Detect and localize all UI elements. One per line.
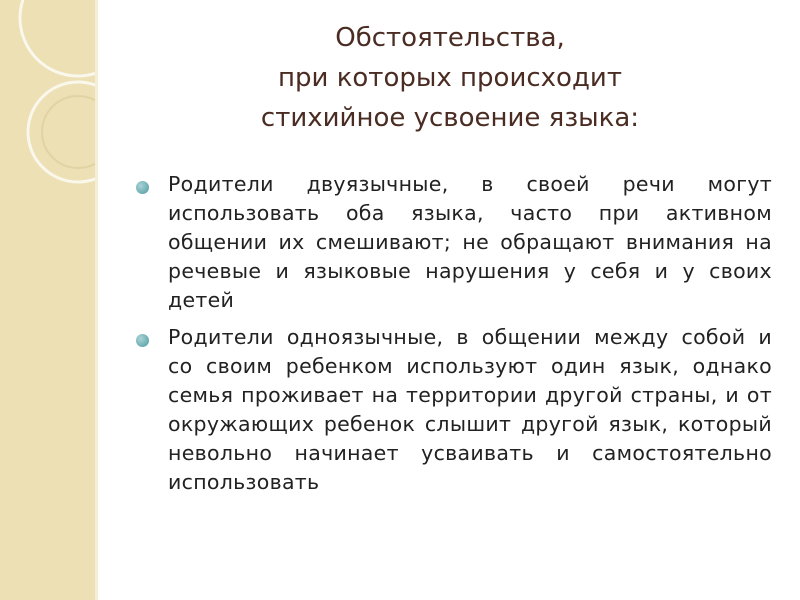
decorative-rings	[0, 0, 95, 600]
decorative-side-band	[0, 0, 95, 600]
bullet-dot-icon	[136, 181, 149, 194]
bullet-text: Родители одноязычные, в общении между собой и со своим ребенком используют один язык, однако семья проживает на территории другой страны, и от окружающих ребенок слышит другой язык, который невольно начинает усваивать и самостоятельно использовать	[168, 325, 772, 494]
title-line-2: при которых происходит	[278, 63, 622, 93]
title-line-1: Обстоятельства,	[335, 23, 565, 53]
bullet-text: Родители двуязычные, в своей речи могут использовать оба языка, часто при активном общении их смешивают; не обращают внимания на речевые и языковые нарушения у себя и у своих детей	[168, 172, 772, 312]
bullet-item	[136, 170, 772, 315]
slide-title	[150, 18, 750, 138]
bullet-item	[136, 323, 772, 497]
title-line-3: стихийное усвоение языка:	[260, 103, 640, 133]
bullet-dot-icon	[136, 334, 149, 347]
bullet-list	[136, 170, 772, 505]
band-edge	[95, 0, 98, 600]
